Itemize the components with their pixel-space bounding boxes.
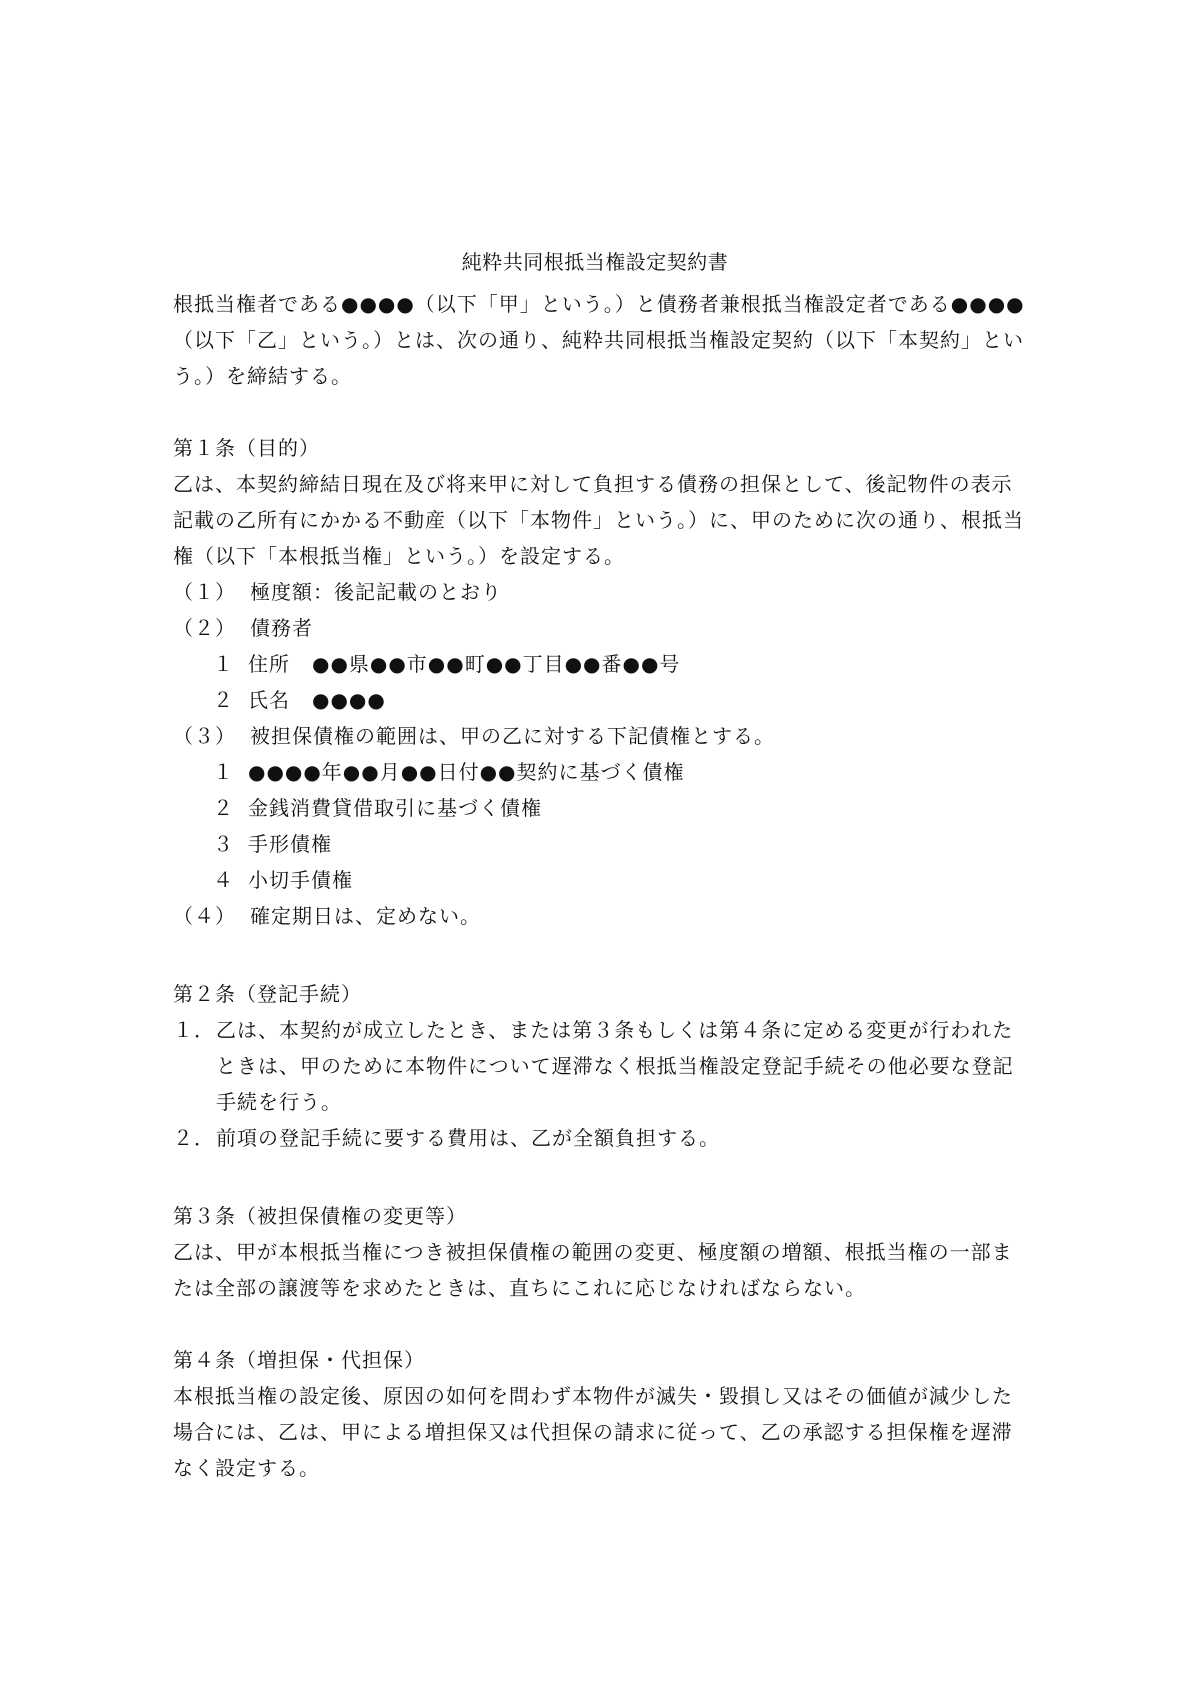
sub-number: １ xyxy=(213,652,234,676)
claim-text: 金銭消費貸借取引に基づく債権 xyxy=(248,796,542,820)
sub-number: １ xyxy=(213,760,234,784)
item-number: ２． xyxy=(173,1126,215,1150)
claim-text: 小切手債権 xyxy=(248,868,353,892)
article1-item-3 xyxy=(173,718,775,754)
claim-line-1 xyxy=(213,754,685,790)
article2-item-1-line3: 手続を行う。 xyxy=(216,1090,342,1114)
item-text: 乙は、本契約が成立したとき、または第３条もしくは第４条に定める変更が行われた xyxy=(216,1018,1014,1042)
claim-line-2 xyxy=(213,790,542,826)
document-title: 純粋共同根抵当権設定契約書 xyxy=(461,250,729,274)
article2-item-2 xyxy=(173,1120,720,1156)
article1-item-1 xyxy=(173,574,502,610)
article1-body: 乙は、本契約締結日現在及び将来甲に対して負担する債務の担保として、後記物件の表示記載の乙所有にかかる不動産（以下「本物件」という。）に、甲のために次の通り、根抵当権（以下「本根抵当権」という。）を設定する。 xyxy=(173,472,1024,568)
sub-number: ２ xyxy=(213,688,234,712)
item-text: 確定期日は、定めない。 xyxy=(250,904,481,928)
article2-item-1-line2: ときは、甲のために本物件について遅滞なく根抵当権設定登記手続その他必要な登記 xyxy=(216,1054,1014,1078)
preamble-paragraph: 根抵当権者である●●●●（以下「甲」という。）と債務者兼根抵当権設定者である●●●●（以下「乙」という。）とは、次の通り、純粋共同根抵当権設定契約（以下「本契約」という。）を締結する。 xyxy=(173,292,1025,388)
item-text: 債務者 xyxy=(250,616,313,640)
article4-body: 本根抵当権の設定後、原因の如何を問わず本物件が滅失・毀損し又はその価値が減少した場合には、乙は、甲による増担保又は代担保の請求に従って、乙の承認する担保権を遅滞なく設定する。 xyxy=(173,1384,1013,1480)
article1-heading: 第１条（目的） xyxy=(173,436,320,460)
debtor-value: ●●県●●市●●町●●丁目●●番●●号 xyxy=(312,652,681,676)
article1-item-2 xyxy=(173,610,313,646)
article2-item-1-line1 xyxy=(173,1012,1013,1048)
debtor-name-line xyxy=(213,682,386,718)
item-number: （１） xyxy=(173,580,236,604)
claim-line-3 xyxy=(213,826,332,862)
debtor-address-line xyxy=(213,646,680,682)
item-number: （２） xyxy=(173,616,236,640)
debtor-label: 氏名 xyxy=(248,688,290,712)
sub-number: ３ xyxy=(213,832,234,856)
article1-item-4 xyxy=(173,898,481,934)
item-number: １． xyxy=(173,1018,215,1042)
article3-body: 乙は、甲が本根抵当権につき被担保債権の範囲の変更、極度額の増額、根抵当権の一部または全部の譲渡等を求めたときは、直ちにこれに応じなければならない。 xyxy=(173,1240,1013,1300)
item-text: 前項の登記手続に要する費用は、乙が全額負担する。 xyxy=(216,1126,720,1150)
article4-heading: 第４条（増担保・代担保） xyxy=(173,1348,425,1372)
article2-heading: 第２条（登記手続） xyxy=(173,982,362,1006)
sub-number: ４ xyxy=(213,868,234,892)
claim-line-4 xyxy=(213,862,353,898)
debtor-label: 住所 xyxy=(248,652,290,676)
debtor-value: ●●●● xyxy=(312,688,386,712)
article3-heading: 第３条（被担保債権の変更等） xyxy=(173,1204,467,1228)
item-number: （４） xyxy=(173,904,236,928)
sub-number: ２ xyxy=(213,796,234,820)
item-number: （３） xyxy=(173,724,236,748)
claim-text: ●●●●年●●月●●日付●●契約に基づく債権 xyxy=(248,760,685,784)
item-text: 被担保債権の範囲は、甲の乙に対する下記債権とする。 xyxy=(250,724,775,748)
item-text: 極度額：後記記載のとおり xyxy=(250,580,502,604)
claim-text: 手形債権 xyxy=(248,832,332,856)
